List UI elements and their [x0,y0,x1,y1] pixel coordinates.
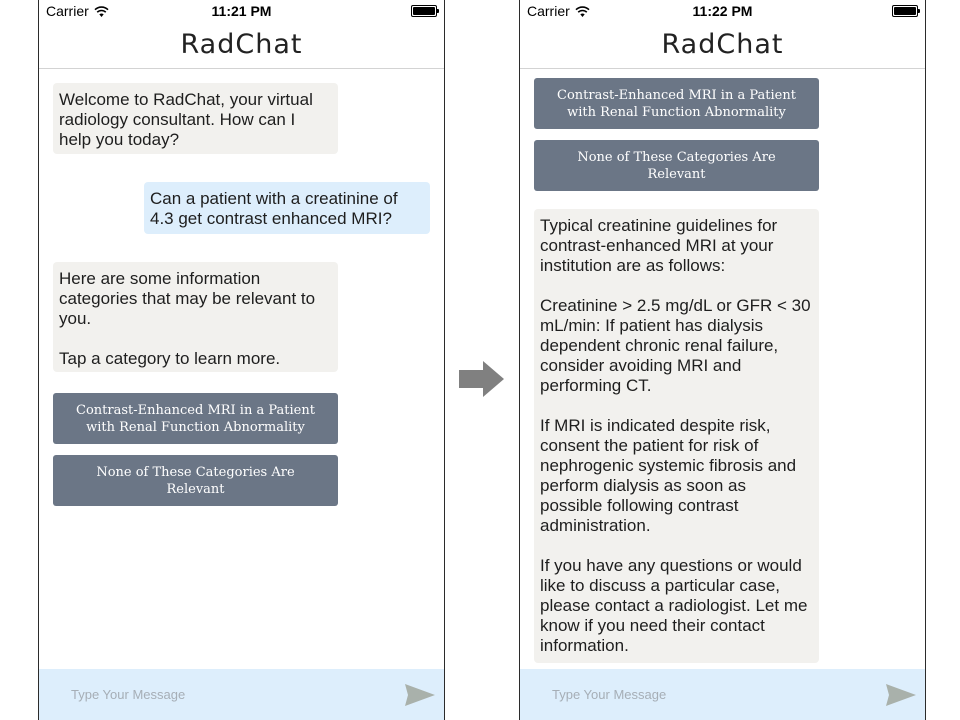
nav-bar [520,22,925,69]
message-text: Welcome to RadChat, your virtual radiology consultant. How can I help you today? [59,90,313,149]
battery-icon [892,5,918,17]
category-button-none-relevant[interactable]: None of These Categories Are Relevant [53,455,338,506]
send-icon[interactable] [404,683,436,707]
message-text: Typical creatinine guidelines for contrast-enhanced MRI at your institution are as follows: Creatinine > 2.5 mg/dL or GFR < 30 mL/min: If patient has dialysis dependent chronic renal failure, consider avoiding MRI and performing CT. If MRI is indicated despite risk, consent the patient for risk of nephrogenic systemic fibrosis and perform dialysis as soon as possible following contrast administration. If you have any questions or would like to discuss a particular case, please contact a radiologist. Let me know if you need their contact information. [540,216,811,655]
arrow-right-icon [457,360,505,398]
category-button-contrast-mri[interactable]: Contrast-Enhanced MRI in a Patient with Renal Function Abnormality [53,393,338,444]
carrier-label: Carrier [527,3,570,19]
category-button-none-relevant[interactable]: None of These Categories Are Relevant [534,140,819,191]
nav-bar [39,22,444,69]
status-bar [520,0,925,22]
message-input[interactable] [552,683,872,705]
carrier-label: Carrier [46,3,89,19]
message-text: Here are some information categories that may be relevant to you. Tap a category to learn more. [59,269,316,368]
user-message [144,182,430,234]
message-composer [39,669,444,720]
battery-icon [411,5,437,17]
bot-message-welcome [53,83,338,154]
phone-screen-after [519,0,926,720]
message-composer [520,669,925,720]
status-time: 11:21 PM [211,3,272,19]
category-button-contrast-mri[interactable]: Contrast-Enhanced MRI in a Patient with Renal Function Abnormality [534,78,819,129]
bot-message-guidelines [534,209,819,663]
app-title: RadChat [180,28,303,60]
message-input[interactable] [71,683,391,705]
status-time: 11:22 PM [692,3,753,19]
send-icon[interactable] [885,683,917,707]
bot-message-categories [53,262,338,372]
phone-screen-before [38,0,445,720]
status-bar [39,0,444,22]
message-text: Can a patient with a creatinine of 4.3 get contrast enhanced MRI? [150,189,398,228]
app-title: RadChat [661,28,784,60]
